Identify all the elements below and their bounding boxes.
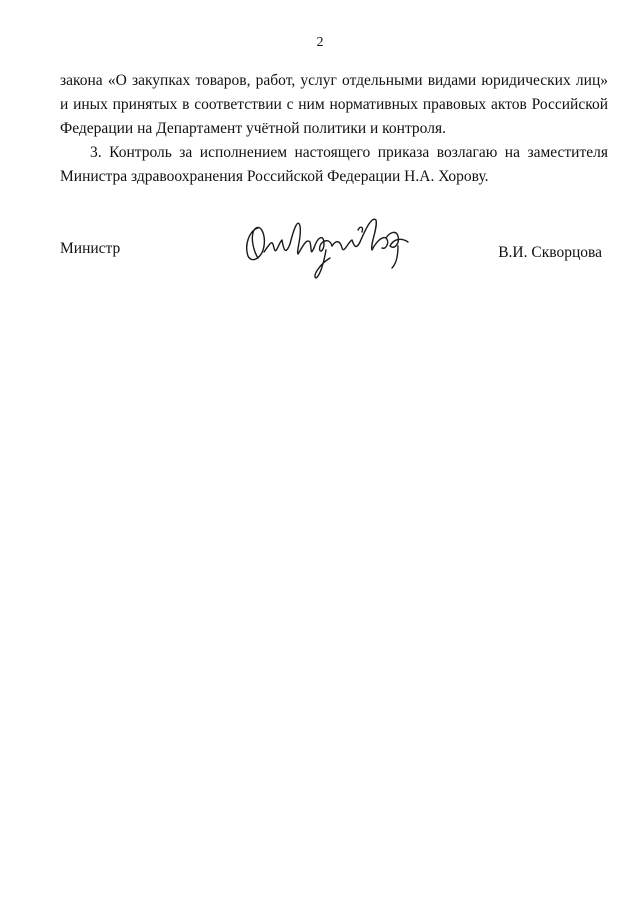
signature-icon bbox=[240, 208, 420, 288]
text-line: Федерации на Департамент учётной политики и контроля. bbox=[60, 120, 446, 137]
handwritten-signature bbox=[240, 208, 420, 288]
page-number: 2 bbox=[316, 35, 324, 50]
text-line: закона «О закупках товаров, работ, услуг отдельными видами юридических лиц» bbox=[60, 72, 608, 89]
text-line: 3. Контроль за исполнением настоящего приказа возлагаю на заместителя bbox=[90, 144, 608, 161]
text-line: Министра здравоохранения Российской Федерации Н.А. Хорову. bbox=[60, 168, 489, 185]
signatory-title: Министр bbox=[60, 240, 121, 257]
document-body bbox=[60, 69, 608, 189]
paragraph-item-3 bbox=[60, 141, 608, 189]
signatory-name: В.И. Скворцова bbox=[498, 244, 602, 261]
text-line: и иных принятых в соответствии с ним нормативных правовых актов Российской bbox=[60, 96, 608, 113]
paragraph-continuation bbox=[60, 69, 608, 141]
